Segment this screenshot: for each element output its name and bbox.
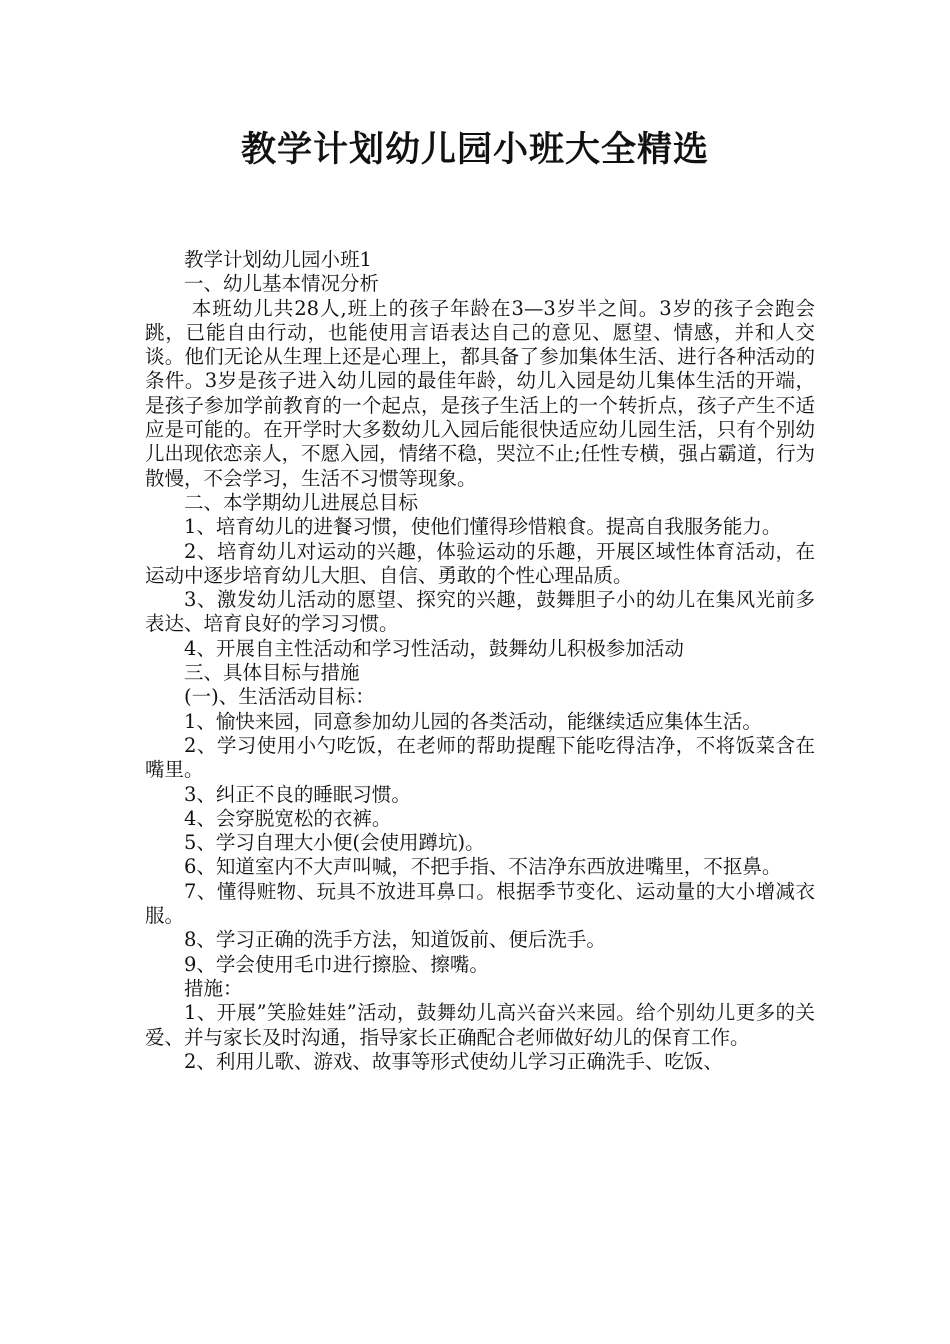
measure-item: 1、开展”笑脸娃娃”活动，鼓舞幼儿高兴奋兴来园。给个别幼儿更多的关爱、并与家长及时沟通，指导家长正确配合老师做好幼儿的保育工作。 [145,1001,815,1049]
goal-item: 3、激发幼儿活动的愿望、探究的兴趣，鼓舞胆子小的幼儿在集风光前多表达、培育良好的学习习惯。 [145,588,815,636]
measures-heading: 措施： [184,976,243,1000]
heading-plan-1: 教学计划幼儿园小班1 [184,248,372,271]
document-title: 教学计划幼儿园小班大全精选 [240,130,709,170]
life-goal-item: 5、学习自理大小便(会使用蹲坑)。 [184,831,485,855]
life-goal-item: 6、知道室内不大声叫喊，不把手指、不洁净东西放进嘴里，不抠鼻。 [184,855,782,879]
document-body [145,248,815,1074]
life-goal-item: 1、愉快来园，同意参加幼儿园的各类活动，能继续适应集体生活。 [184,709,762,733]
life-goal-item: 7、懂得赃物、玩具不放进耳鼻口。根据季节变化、运动量的大小增减衣服。 [145,879,815,928]
life-goal-item: 8、学习正确的洗手方法，知道饭前、便后洗手。 [184,928,606,952]
goal-item: 2、培育幼儿对运动的兴趣，体验运动的乐趣，开展区域性体育活动，在运动中逐步培育幼儿大胆、自信、勇敢的个性心理品质。 [145,539,815,587]
life-goal-item: 3、纠正不良的睡眠习惯。 [184,782,411,806]
paragraph-child-situation: 本班幼儿共28人,班上的孩子年龄在3—3岁半之间。3岁的孩子会跑会跳，已能自由行动，也能使用言语表达自己的意见、愿望、情感，并和人交谈。他们无论从生理上还是心理上，都具备了参加集体生活、进行各种活动的条件。3岁是孩子进入幼儿园的最佳年龄，幼儿入园是幼儿集体生活的开端，是孩子参加学前教育的一个起点，是孩子生活上的一个转折点，孩子产生不适应是可能的。在开学时大多数幼儿入园后能很快适应幼儿园生活，只有个别幼儿出现依恋亲人，不愿入园，情绪不稳，哭泣不止;任性专横，强占霸道，行为散慢，不会学习，生活不习惯等现象。 [145,296,815,490]
goal-item: 4、开展自主性活动和学习性活动，鼓舞幼儿积极参加活动 [184,636,684,660]
section-heading-3: 三、具体目标与措施 [184,661,360,685]
section-heading-1: 一、幼儿基本情况分析 [184,272,380,296]
measure-item: 2、利用儿歌、游戏、故事等形式使幼儿学习正确洗手、吃饭、 [184,1049,723,1073]
life-goal-item: 2、学习使用小勺吃饭，在老师的帮助提醒下能吃得洁净，不将饭菜含在嘴里。 [145,733,815,782]
life-goal-item: 4、会穿脱宽松的衣裤。 [184,806,392,830]
life-goal-item: 9、学会使用毛巾进行擦脸、擦嘴。 [184,952,489,976]
section-heading-2: 二、本学期幼儿进展总目标 [184,490,419,514]
goal-item: 1、培育幼儿的进餐习惯，使他们懂得珍惜粮食。提高自我服务能力。 [184,515,782,539]
subsection-heading: (一)、生活活动目标： [184,685,375,709]
